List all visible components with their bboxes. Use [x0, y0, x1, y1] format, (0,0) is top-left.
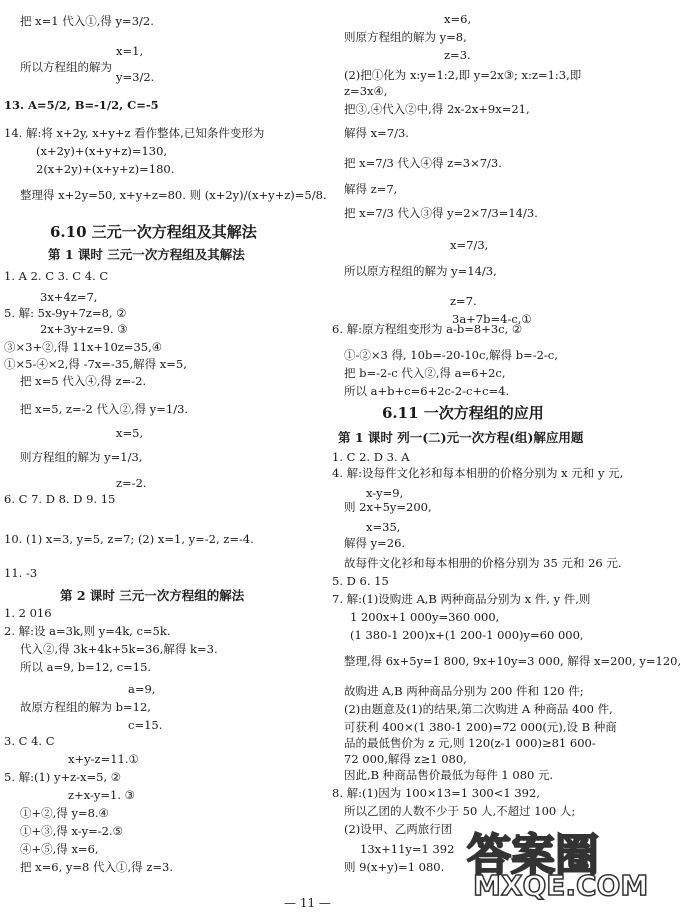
- text-line: 则原方程组的解为 y=8,: [344, 30, 467, 44]
- text-line: 故原方程组的解为 b=12,: [20, 700, 151, 714]
- text-line: 2x+3y+z=9. ③: [40, 322, 128, 336]
- text-line: 可获利 400×(1 380-1 200)=72 000(元),设 B 种商: [344, 720, 617, 734]
- text-line: 6. C 7. D 8. D 9. 15: [4, 492, 116, 506]
- text-line: ③×3+②,得 11x+10z=35,④: [4, 340, 163, 354]
- site-logo: 答案圈 MXQE.COM: [467, 830, 649, 902]
- text-line: 把 x=7/3 代入③得 y=2×7/3=14/3.: [344, 206, 538, 220]
- text-line: ④+⑤,得 x=6,: [20, 842, 99, 856]
- lesson-title: 第 2 课时 三元一次方程组的解法: [60, 588, 245, 603]
- text-line: 解得 y=26.: [344, 536, 406, 550]
- text-line: z+x-y=1. ③: [68, 788, 135, 802]
- text-line: z=3x④,: [344, 84, 388, 98]
- text-line: 4. 解:设每件文化衫和每本相册的价格分别为 x 元和 y 元,: [332, 466, 624, 480]
- text-line: 把③,④代入②中,得 2x-2x+9x=21,: [344, 102, 530, 116]
- text-line: (1 380-1 200)x+(1 200-1 000)y=60 000,: [350, 628, 584, 642]
- text-line: 则 9(x+y)=1 080.: [344, 860, 445, 874]
- text-line: z=-2.: [116, 476, 147, 490]
- text-line: 72 000,解得 z≥1 080,: [344, 752, 467, 766]
- lesson-title: 第 1 课时 三元一次方程组及其解法: [48, 247, 245, 262]
- text-line: ①+③,得 x-y=-2.⑤: [20, 824, 123, 838]
- text-line: 1 200x+1 000y=360 000,: [350, 610, 500, 624]
- text-line: 则方程组的解为 y=1/3,: [20, 450, 143, 464]
- text-line: 品的最低售价为 z 元,则 120(z-1 000)≥81 600-: [344, 736, 596, 750]
- page-number: — 11 —: [284, 896, 331, 910]
- text-line: 2(x+2y)+(x+y+z)=180.: [36, 162, 175, 176]
- text-line: 把 b=-2-c 代入②,得 a=6+2c,: [344, 366, 506, 380]
- text-line: 解得 x=7/3.: [344, 126, 409, 140]
- text-line: 7. 解:(1)设购进 A,B 两种商品分别为 x 件, y 件,则: [332, 592, 591, 606]
- text-line: 14. 解:将 x+2y, x+y+z 看作整体,已知条件变形为: [4, 126, 265, 140]
- text-line: 所以 a=9, b=12, c=15.: [20, 660, 152, 674]
- text-line: 3a+7b=4-c,①: [452, 312, 532, 326]
- text-line: 5. 解: 5x-9y+7z=8, ②: [4, 306, 127, 320]
- text-line: 故购进 A,B 两种商品分别为 200 件和 120 件;: [344, 684, 584, 698]
- text-line: x=35,: [366, 520, 401, 534]
- text-line: ①+②,得 y=8.④: [20, 806, 109, 820]
- text-line: 因此,B 种商品售价最低为每件 1 080 元.: [344, 768, 554, 782]
- text-line: (2)由题意及(1)的结果,第二次购进 A 种商品 400 件,: [344, 702, 613, 716]
- text-line: x=5,: [116, 426, 144, 440]
- lesson-title: 第 1 课时 列一(二)元一次方程(组)解应用题: [338, 430, 584, 445]
- text-line: x=1,: [116, 44, 144, 58]
- text-line: 把 x=5 代入④,得 z=-2.: [20, 374, 147, 388]
- text-line: x+y-z=11.①: [68, 752, 139, 766]
- text-line: 5. D 6. 15: [332, 574, 389, 588]
- text-line: c=15.: [128, 718, 163, 732]
- text-line: 13. A=5/2, B=-1/2, C=-5: [4, 98, 159, 112]
- text-line: y=3/2.: [116, 70, 155, 84]
- text-line: 13x+11y=1 392: [360, 842, 455, 856]
- text-line: 1. A 2. C 3. C 4. C: [4, 269, 109, 283]
- text-line: a=9,: [128, 682, 156, 696]
- text-line: 3x+4z=7,: [40, 290, 98, 304]
- section-title: 6.10 三元一次方程组及其解法: [50, 223, 257, 241]
- text-line: 1. 2 016: [4, 606, 52, 620]
- text-line: (2)设甲、乙两旅行团: [344, 822, 453, 836]
- text-line: 把 x=7/3 代入④得 z=3×7/3.: [344, 156, 502, 170]
- text-line: (2)把①化为 x:y=1:2,即 y=2x③; x:z=1:3,即: [344, 68, 582, 82]
- text-line: 10. (1) x=3, y=5, z=7; (2) x=1, y=-2, z=-4.: [4, 532, 254, 546]
- text-line: 则 2x+5y=200,: [344, 500, 432, 514]
- text-line: x-y=9,: [366, 486, 404, 500]
- text-line: 把 x=6, y=8 代入①,得 z=3.: [20, 860, 173, 874]
- text-line: 所以 a+b+c=6+2c-2-c+c=4.: [344, 384, 510, 398]
- text-line: z=3.: [444, 48, 471, 62]
- text-line: (x+2y)+(x+y+z)=130,: [36, 144, 168, 158]
- text-line: 2. 解:设 a=3k,则 y=4k, c=5k.: [4, 624, 171, 638]
- text-line: ①×5-④×2,得 -7x=-35,解得 x=5,: [4, 357, 187, 371]
- text-line: z=7.: [450, 294, 477, 308]
- text-line: 整理,得 6x+5y=1 800, 9x+10y=3 000, 解得 x=200, y=120,: [344, 654, 681, 668]
- text-line: 把 x=5, z=-2 代入②,得 y=1/3.: [20, 402, 189, 416]
- text-line: 所以原方程组的解为 y=14/3,: [344, 264, 497, 278]
- text-line: 故每件文化衫和每本相册的价格分别为 35 元和 26 元.: [344, 556, 622, 570]
- text-line: 6. 解:原方程组变形为 a-b=8+3c, ②: [332, 322, 523, 336]
- text-line: 11. -3: [4, 566, 38, 580]
- text-line: 8. 解:(1)因为 100×13=1 300<1 392,: [332, 786, 540, 800]
- text-line: 解得 z=7,: [344, 182, 398, 196]
- text-line: 把 x=1 代入①,得 y=3/2.: [20, 14, 154, 28]
- text-line: 5. 解:(1) y+z-x=5, ②: [4, 770, 122, 784]
- text-line: 整理得 x+2y=50, x+y+z=80. 则 (x+2y)/(x+y+z)=5/8.: [20, 188, 327, 202]
- text-line: 代入②,得 3k+4k+5k=36,解得 k=3.: [20, 642, 218, 656]
- text-line: ①-②×3 得, 10b=-20-10c,解得 b=-2-c,: [344, 348, 558, 362]
- text-line: 所以方程组的解为: [20, 60, 112, 74]
- text-line: 所以乙团的人数不少于 50 人,不超过 100 人;: [344, 804, 576, 818]
- text-line: 1. C 2. D 3. A: [332, 450, 410, 464]
- text-line: 3. C 4. C: [4, 734, 55, 748]
- text-line: x=7/3,: [450, 238, 489, 252]
- section-title: 6.11 一次方程组的应用: [382, 404, 544, 422]
- text-line: x=6,: [444, 12, 472, 26]
